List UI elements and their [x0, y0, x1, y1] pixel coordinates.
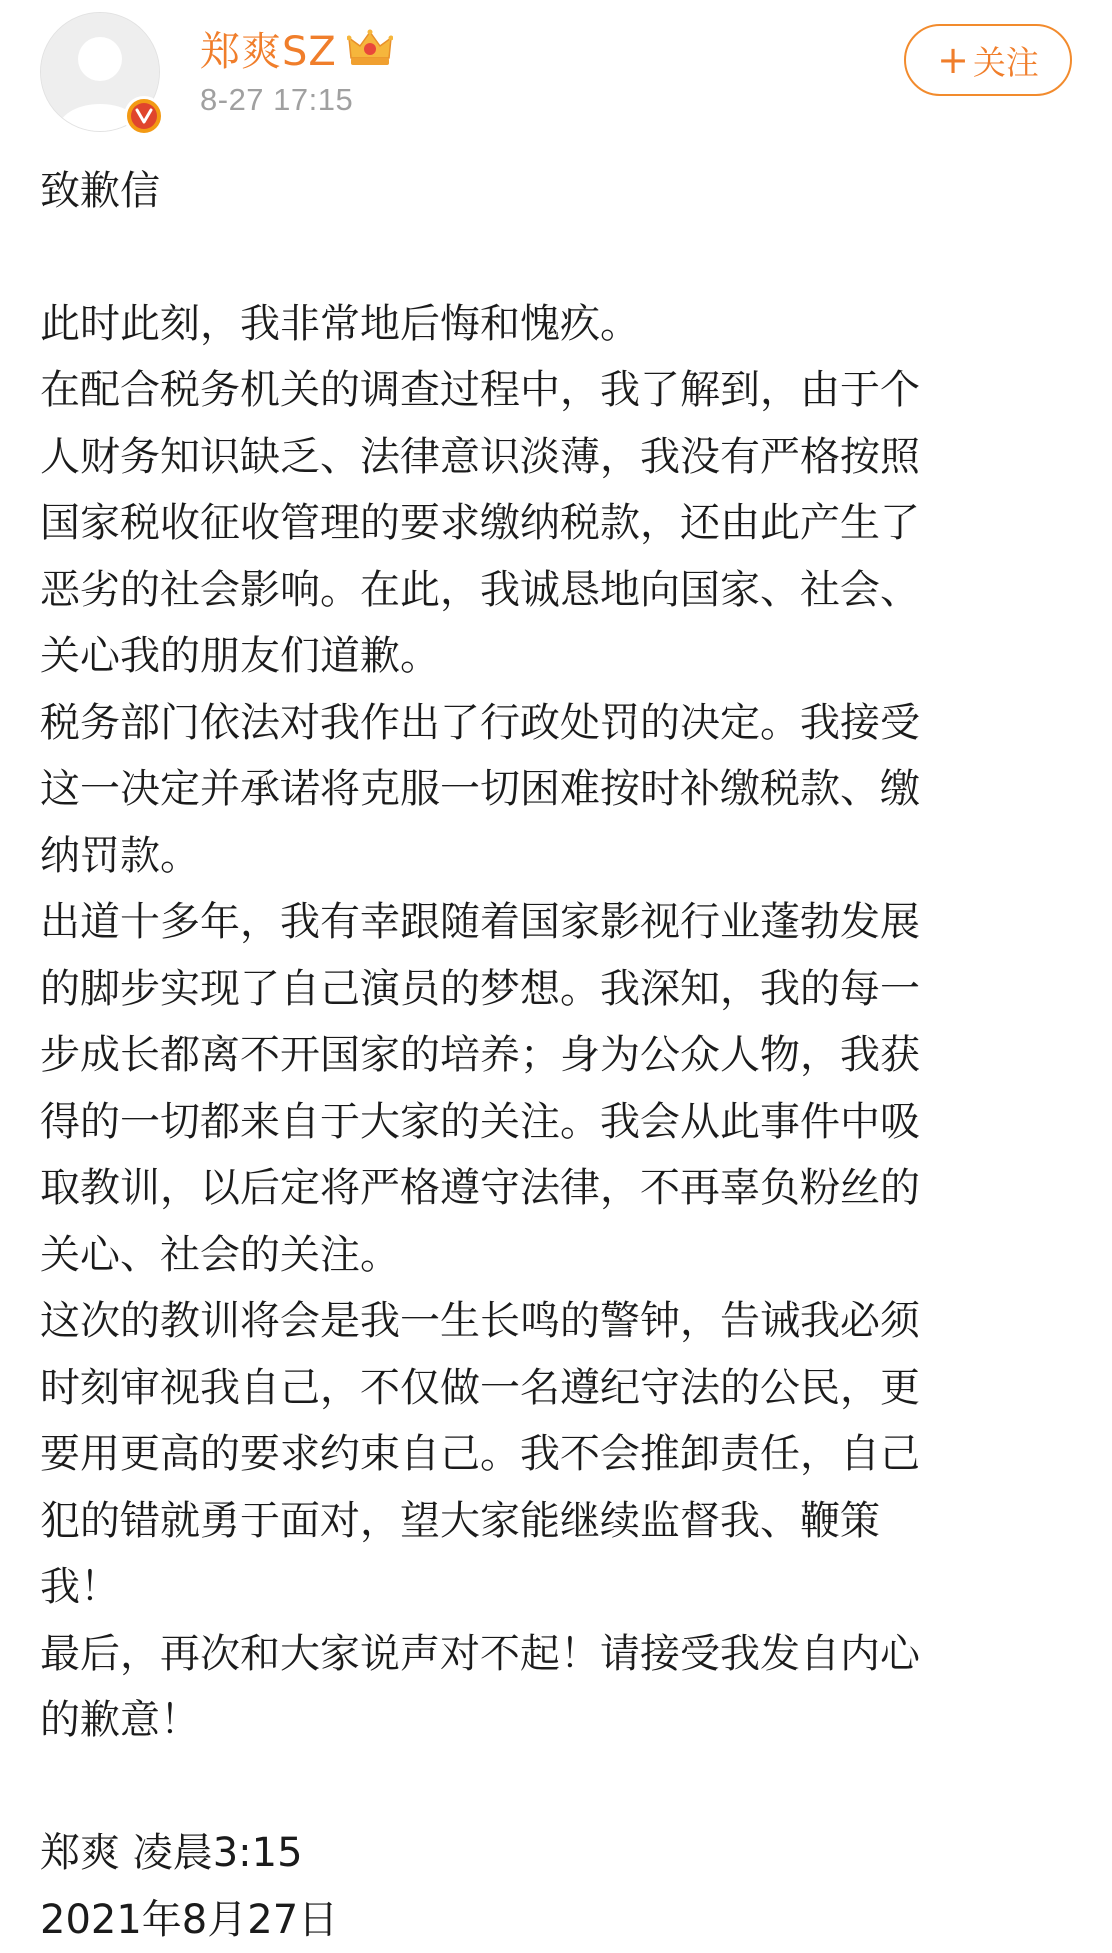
post-text-line: 取教训，以后定将严格遵守法律，不再辜负粉丝的 — [40, 1155, 1080, 1222]
post-header — [0, 0, 1112, 150]
post-text-line: 最后，再次和大家说声对不起！请接受我发自内心 — [40, 1621, 1080, 1688]
follow-button[interactable] — [904, 24, 1072, 96]
post-text-line: 的脚步实现了自己演员的梦想。我深知，我的每一 — [40, 956, 1080, 1023]
username-row — [200, 20, 393, 76]
post-body — [40, 158, 1080, 1953]
post-text-line: 出道十多年，我有幸跟随着国家影视行业蓬勃发展 — [40, 889, 1080, 956]
post-text-line: 的歉意！ — [40, 1687, 1080, 1754]
post-text-line: 步成长都离不开国家的培养；身为公众人物，我获 — [40, 1022, 1080, 1089]
post-text-line: 人财务知识缺乏、法律意识淡薄，我没有严格按照 — [40, 424, 1080, 491]
post-text-line: 要用更高的要求约束自己。我不会推卸责任，自己 — [40, 1421, 1080, 1488]
blank-line — [40, 1754, 1080, 1821]
post-text-line: 时刻审视我自己，不仅做一名遵纪守法的公民，更 — [40, 1355, 1080, 1422]
post-timestamp: 8-27 17:15 — [200, 82, 353, 118]
post-text-line: 纳罚款。 — [40, 823, 1080, 890]
post-text-line: 犯的错就勇于面对，望大家能继续监督我、鞭策 — [40, 1488, 1080, 1555]
post-signature: 郑爽 凌晨3:15 — [40, 1820, 1080, 1887]
username[interactable]: 郑爽SZ — [200, 20, 337, 77]
post-text-line: 这一决定并承诺将克服一切困难按时补缴税款、缴 — [40, 756, 1080, 823]
post-text — [40, 291, 1080, 1754]
post-text-line: 关心、社会的关注。 — [40, 1222, 1080, 1289]
post-text-line: 此时此刻，我非常地后悔和愧疚。 — [40, 291, 1080, 358]
post-text-line: 国家税收征收管理的要求缴纳税款，还由此产生了 — [40, 490, 1080, 557]
post-text-line: 这次的教训将会是我一生长鸣的警钟，告诫我必须 — [40, 1288, 1080, 1355]
post-text-line: 在配合税务机关的调查过程中，我了解到，由于个 — [40, 357, 1080, 424]
post-text-line: 恶劣的社会影响。在此，我诚恳地向国家、社会、 — [40, 557, 1080, 624]
vip-crown-icon[interactable] — [347, 28, 393, 68]
verified-badge-icon — [124, 96, 164, 136]
follow-label: 关注 — [973, 37, 1039, 84]
plus-icon: + — [937, 41, 969, 79]
post-date: 2021年8月27日 — [40, 1887, 1080, 1953]
post-text-line: 税务部门依法对我作出了行政处罚的决定。我接受 — [40, 690, 1080, 757]
post-text-line: 我！ — [40, 1554, 1080, 1621]
post-text-line: 得的一切都来自于大家的关注。我会从此事件中吸 — [40, 1089, 1080, 1156]
post-text-line: 关心我的朋友们道歉。 — [40, 623, 1080, 690]
post-title: 致歉信 — [40, 158, 1080, 225]
avatar[interactable] — [40, 12, 162, 134]
